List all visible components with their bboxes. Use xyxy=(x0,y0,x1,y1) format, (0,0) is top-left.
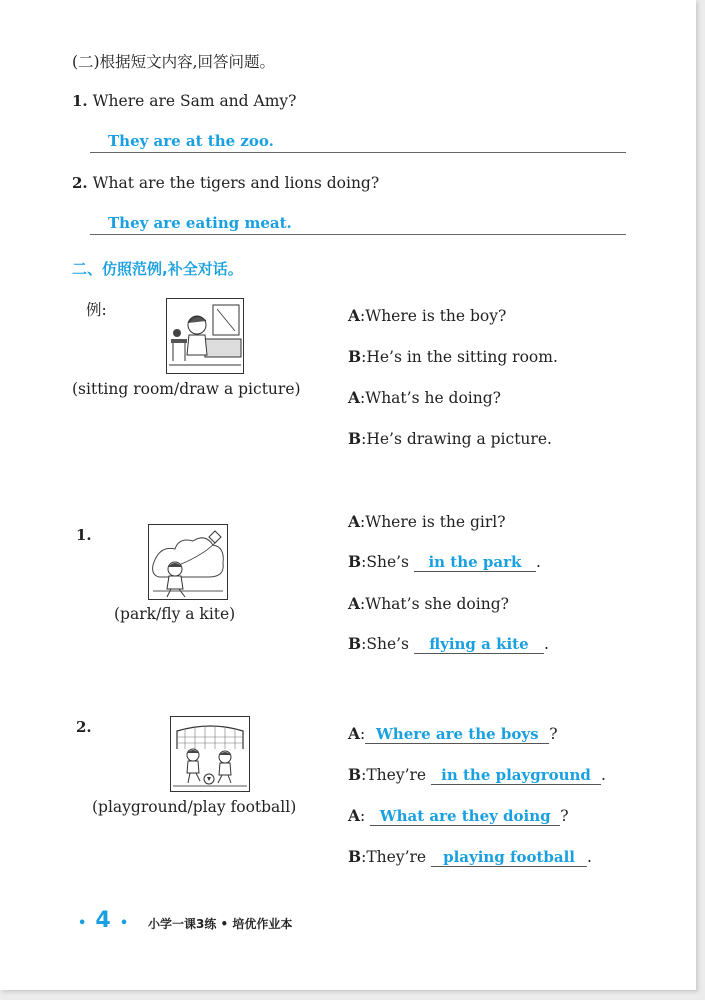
item-2-line-2 xyxy=(348,765,606,785)
speaker-label: B xyxy=(348,847,362,866)
answer-line xyxy=(90,234,626,235)
answer-2: They are eating meat. xyxy=(108,214,292,232)
part-heading: (二)根据短文内容,回答问题。 xyxy=(72,53,276,71)
speaker-label: A xyxy=(348,724,361,743)
speaker-label: B xyxy=(348,552,362,571)
item-1-line-1 xyxy=(348,512,506,531)
fill-blank[interactable]: What are they doing xyxy=(370,807,560,826)
dot-left: • xyxy=(78,916,87,931)
question-number: 2. xyxy=(72,174,88,192)
colon: : xyxy=(360,389,366,407)
question-number: 1. xyxy=(72,92,88,110)
book-title: 小学一课3练 • 培优作业本 xyxy=(148,917,293,931)
dialogue-text: Where is the boy? xyxy=(365,307,507,325)
question-text: Where are Sam and Amy? xyxy=(92,92,297,110)
speaker-label: B xyxy=(348,765,362,784)
fill-blank[interactable]: in the park xyxy=(414,553,536,572)
colon: : xyxy=(361,848,367,866)
example-line-2 xyxy=(348,347,558,366)
fill-blank[interactable]: playing football xyxy=(431,848,587,867)
example-line-3 xyxy=(348,388,501,407)
question-mark: ? xyxy=(560,807,569,825)
page-number-block xyxy=(78,908,128,933)
item-2-picture xyxy=(170,716,250,792)
colon: : xyxy=(360,807,366,825)
girl-flying-kite-illustration xyxy=(149,525,227,599)
speaker-label: B xyxy=(348,634,362,653)
period: . xyxy=(587,848,592,866)
example-label: 例: xyxy=(86,301,107,319)
colon: : xyxy=(360,725,366,743)
item-2-number: 2. xyxy=(76,718,92,736)
dialogue-text: He’s in the sitting room. xyxy=(366,348,558,366)
speaker-label: A xyxy=(348,388,361,407)
speaker-label: A xyxy=(348,806,361,825)
colon: : xyxy=(361,766,367,784)
fill-blank[interactable]: in the playground xyxy=(431,766,601,785)
example-picture xyxy=(166,298,244,374)
speaker-label: B xyxy=(348,347,362,366)
item-2-line-1 xyxy=(348,724,558,744)
dialogue-text: He’s drawing a picture. xyxy=(366,430,552,448)
fill-blank[interactable]: flying a kite xyxy=(414,635,544,654)
dialogue-text: Where is the girl? xyxy=(365,513,506,531)
answer-line xyxy=(90,152,626,153)
item-1-line-2 xyxy=(348,552,541,572)
question-text: What are the tigers and lions doing? xyxy=(92,174,380,192)
item-1-picture xyxy=(148,524,228,600)
dot-right: • xyxy=(119,916,129,931)
question-mark: ? xyxy=(549,725,558,743)
question-1 xyxy=(72,92,296,110)
example-line-4 xyxy=(348,429,552,448)
item-2-line-3 xyxy=(348,806,569,826)
question-2 xyxy=(72,174,379,192)
item-1-caption: (park/fly a kite) xyxy=(114,605,236,623)
dialogue-text: They’re xyxy=(366,848,427,866)
dialogue-text: She’s xyxy=(366,635,409,653)
period: . xyxy=(601,766,606,784)
speaker-label: A xyxy=(348,594,361,613)
colon: : xyxy=(361,430,367,448)
boys-playing-football-illustration xyxy=(171,717,249,791)
section-heading: 二、仿照范例,补全对话。 xyxy=(72,260,243,278)
item-1-number: 1. xyxy=(76,526,92,544)
boy-drawing-illustration xyxy=(167,299,243,373)
fill-blank[interactable]: Where are the boys xyxy=(365,725,549,744)
dialogue-text: What’s she doing? xyxy=(365,595,509,613)
page-number: 4 xyxy=(95,908,111,933)
colon: : xyxy=(360,307,366,325)
colon: : xyxy=(361,553,367,571)
dialogue-text: She’s xyxy=(366,553,409,571)
item-2-line-4 xyxy=(348,847,592,867)
dialogue-text: They’re xyxy=(366,766,427,784)
example-line-1 xyxy=(348,306,506,325)
example-caption: (sitting room/draw a picture) xyxy=(72,380,301,398)
period: . xyxy=(535,553,541,571)
colon: : xyxy=(361,635,367,653)
speaker-label: A xyxy=(348,512,361,531)
item-1-line-4 xyxy=(348,634,549,654)
item-1-line-3 xyxy=(348,594,509,613)
speaker-label: A xyxy=(348,306,361,325)
dialogue-text: What’s he doing? xyxy=(365,389,501,407)
period: . xyxy=(543,635,549,653)
item-2-caption: (playground/play football) xyxy=(92,798,297,816)
answer-1: They are at the zoo. xyxy=(108,132,274,150)
speaker-label: B xyxy=(348,429,362,448)
colon: : xyxy=(360,513,366,531)
colon: : xyxy=(360,595,366,613)
colon: : xyxy=(361,348,367,366)
